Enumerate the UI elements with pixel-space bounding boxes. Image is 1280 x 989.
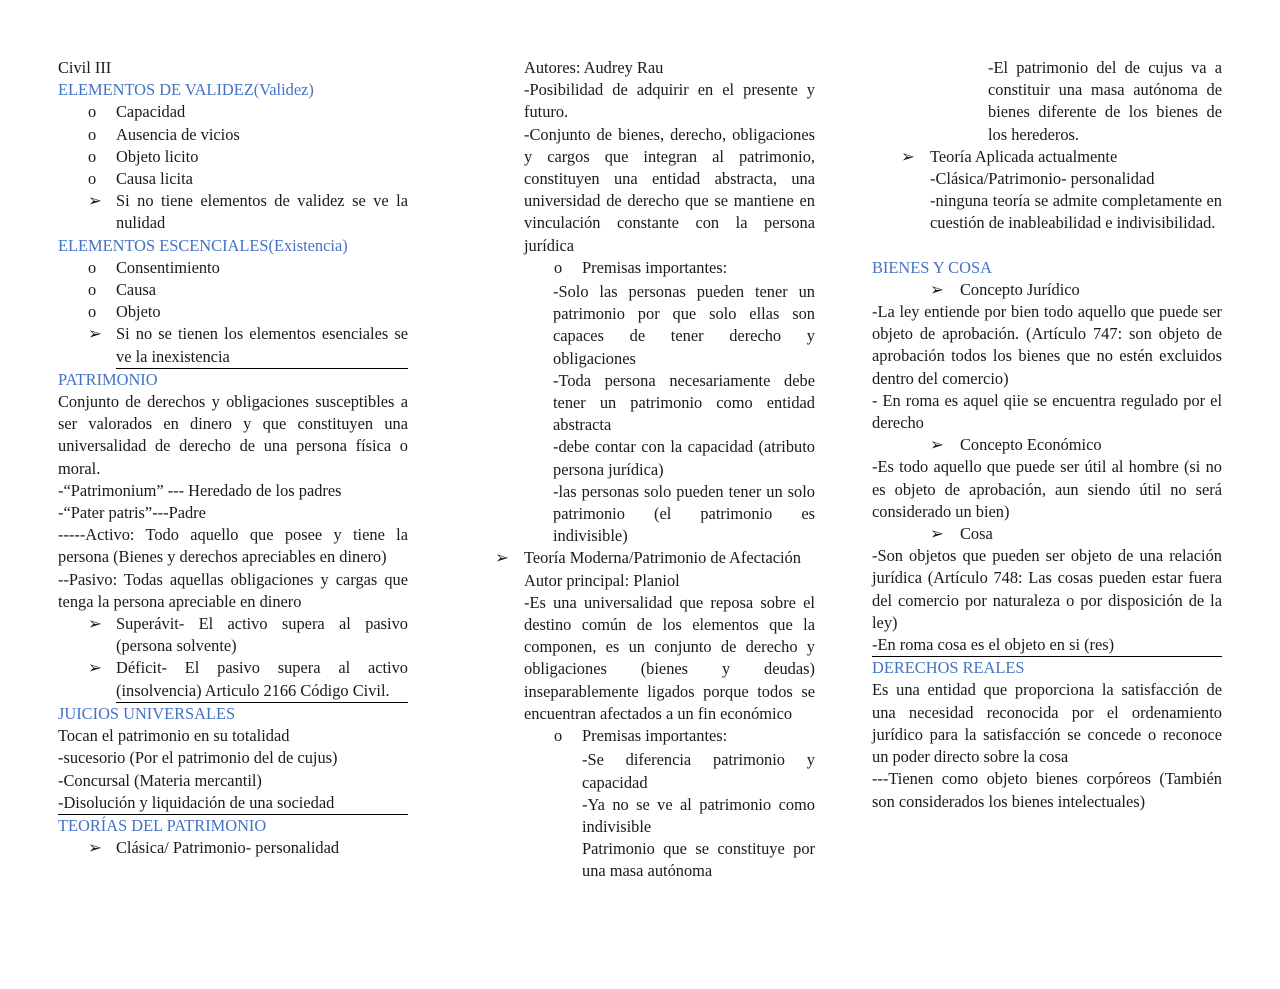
circle-bullet-icon: o xyxy=(88,124,97,144)
list-item: o Capacidad xyxy=(58,101,408,123)
heading-derechos: DERECHOS REALES xyxy=(872,658,1025,678)
heading-bienes: BIENES Y COSA xyxy=(872,257,992,277)
paragraph: Autores: Audrey Rau xyxy=(524,58,664,77)
column-3 xyxy=(872,57,1222,813)
heading-esenciales: ELEMENTOS ESCENCIALES(Existencia) xyxy=(58,235,348,255)
paragraph: -Clásica/Patrimonio- personalidad xyxy=(930,169,1155,189)
paragraph: -sucesorio (Por el patrimonio del de cujus) xyxy=(58,748,338,768)
paragraph: -ninguna teoría se admite completamente en cuestión de inableabilidad e indivisibilidad. xyxy=(930,191,1222,233)
list-item: ➢ Teoría Aplicada actualmente xyxy=(872,146,1222,168)
arrow-bullet-icon: ➢ xyxy=(930,279,944,299)
list-item: o Ausencia de vicios xyxy=(58,124,408,146)
arrow-bullet-icon: ➢ xyxy=(88,324,102,344)
paragraph: -----Activo: Todo aquello que posee y tiene la persona (Bienes y derechos apreciables en dinero) xyxy=(58,525,408,567)
arrow-bullet-icon: ➢ xyxy=(88,614,102,634)
paragraph: -“Pater patris”---Padre xyxy=(58,503,206,523)
list-item: ➢ Si no tiene elementos de validez se ve la nulidad xyxy=(88,191,408,233)
heading-juicios: JUICIOS UNIVERSALES xyxy=(58,703,236,723)
arrow-bullet-icon: ➢ xyxy=(88,658,102,678)
paragraph: -Posibilidad de adquirir en el presente y futuro. xyxy=(524,80,815,122)
paragraph: --Pasivo: Todas aquellas obligaciones y cargas que tenga la persona apreciable en dinero xyxy=(58,569,408,611)
paragraph: -Se diferencia patrimonio y capacidad xyxy=(582,750,815,792)
circle-bullet-icon: o xyxy=(88,146,97,166)
paragraph: -Concursal (Materia mercantil) xyxy=(58,770,262,790)
paragraph: -Es todo aquello que puede ser útil al hombre (si no es objeto de aprobación, aun siendo útil no será considerado un bien) xyxy=(872,457,1222,521)
paragraph: -El patrimonio del de cujus va a constituir una masa autónoma de bienes diferente de los bienes de los herederos. xyxy=(988,58,1222,144)
paragraph: -Conjunto de bienes, derecho, obligaciones y cargos que integran al patrimonio, constituyen una entidad abstracta, una universidad de derecho que se mantiene en vinculación constante con la persona jurídica xyxy=(524,124,815,255)
arrow-bullet-icon: ➢ xyxy=(930,435,944,455)
list-item: ➢ Si no se tienen los elementos esenciales se ve la inexistencia xyxy=(88,324,408,366)
circle-bullet-icon: o xyxy=(88,257,97,277)
paragraph: -La ley entiende por bien todo aquello que puede ser objeto de aprobación. (Artículo 747: son objeto de aprobación todos los bienes que no estén excluidos dentro del comercio) xyxy=(872,302,1222,388)
paragraph: Autor principal: Planiol xyxy=(524,570,680,590)
circle-bullet-icon: o xyxy=(554,257,563,277)
arrow-bullet-icon: ➢ xyxy=(88,838,102,858)
paragraph: ---Tienen como objeto bienes corpóreos (También son considerados los bienes intelectuales) xyxy=(872,769,1222,811)
list-item: o Objeto xyxy=(58,301,408,323)
paragraph: -Ya no se ve al patrimonio como indivisible xyxy=(582,794,815,836)
list-item: o Objeto licito xyxy=(58,146,408,168)
paragraph: -Es una universalidad que reposa sobre el destino común de los elementos que la componen, es un conjunto de derecho y obligaciones (bienes y deudas) inseparablemente ligados porque todos se encuentran afectados a un fin económico xyxy=(524,592,815,723)
arrow-bullet-icon: ➢ xyxy=(495,548,509,568)
heading-patrimonio: PATRIMONIO xyxy=(58,369,158,389)
list-item: ➢ Concepto Económico xyxy=(872,434,1222,456)
circle-bullet-icon: o xyxy=(88,280,97,300)
paragraph: -Disolución y liquidación de una sociedad xyxy=(58,792,335,812)
paragraph: -“Patrimonium” --- Heredado de los padres xyxy=(58,480,342,500)
heading-teorias: TEORÍAS DEL PATRIMONIO xyxy=(58,815,267,835)
paragraph: Patrimonio que se constituye por una masa autónoma xyxy=(582,839,815,881)
list-item: ➢ Clásica/ Patrimonio- personalidad xyxy=(58,837,408,859)
paragraph: -En roma cosa es el objeto en si (res) xyxy=(872,635,1115,655)
list-item: ➢ Superávit- El activo supera al pasivo (persona solvente) xyxy=(88,614,408,656)
document-title: Civil III xyxy=(58,58,112,77)
column-2 xyxy=(495,57,815,883)
paragraph: Conjunto de derechos y obligaciones susceptibles a ser valorados en dinero y que constituyen una universalidad de derecho de una persona física o moral. xyxy=(58,392,408,478)
paragraph: -Son objetos que pueden ser objeto de una relación jurídica (Artículo 748: Las cosas pueden estar fuera del comercio por naturaleza o por disposición de la ley) xyxy=(872,546,1222,632)
heading-validez: ELEMENTOS DE VALIDEZ(Validez) xyxy=(58,80,314,100)
paragraph: -debe contar con la capacidad (atributo persona jurídica) xyxy=(553,437,815,479)
paragraph: -Toda persona necesariamente debe tener un patrimonio como entidad abstracta xyxy=(553,370,815,435)
list-item: o Premisas importantes: xyxy=(495,725,815,747)
list-item: ➢ Déficit- El pasivo supera al activo (insolvencia) Articulo 2166 Código Civil. xyxy=(88,658,408,700)
list-item: o Causa licita xyxy=(58,168,408,190)
paragraph: - En roma es aquel qiie se encuentra regulado por el derecho xyxy=(872,390,1222,433)
circle-bullet-icon: o xyxy=(88,302,97,322)
arrow-bullet-icon: ➢ xyxy=(901,146,915,166)
column-1 xyxy=(58,57,408,859)
arrow-bullet-icon: ➢ xyxy=(930,524,944,544)
circle-bullet-icon: o xyxy=(554,726,563,746)
paragraph: Tocan el patrimonio en su totalidad xyxy=(58,726,290,746)
paragraph: Es una entidad que proporciona la satisfacción de una necesidad reconocida por el ordenamiento jurídico para la satisfacción se concede o reconoce un poder directo sobre la cosa xyxy=(872,680,1222,767)
circle-bullet-icon: o xyxy=(88,102,97,122)
list-item: o Premisas importantes: xyxy=(495,257,815,279)
paragraph: -Solo las personas pueden tener un patrimonio por que solo ellas son capaces de tener derecho y obligaciones xyxy=(553,282,815,368)
list-item: o Consentimiento xyxy=(58,257,408,279)
list-item: ➢ Concepto Jurídico xyxy=(872,279,1222,301)
list-item: o Causa xyxy=(58,279,408,301)
arrow-bullet-icon: ➢ xyxy=(88,191,102,211)
list-item: ➢ Teoría Moderna/Patrimonio de Afectación xyxy=(495,547,815,569)
paragraph: -las personas solo pueden tener un solo patrimonio (el patrimonio es indivisible) xyxy=(553,481,815,546)
circle-bullet-icon: o xyxy=(88,169,97,189)
list-item: ➢ Cosa xyxy=(872,523,1222,545)
